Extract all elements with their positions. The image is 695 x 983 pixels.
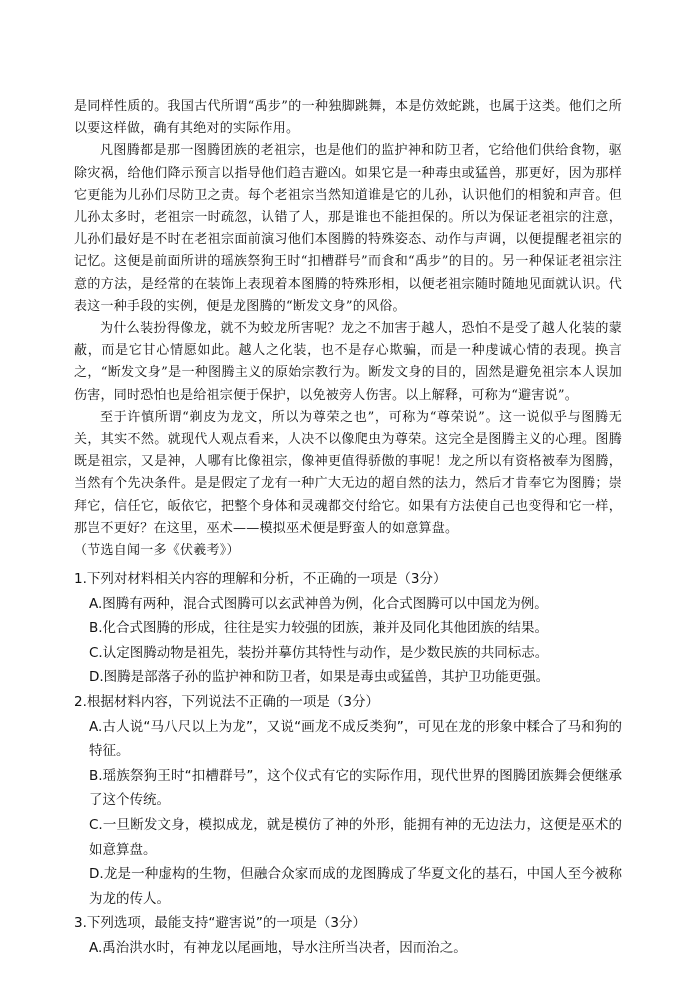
option-c: C.认定图腾动物是祖先，装扮并摹仿其特性与动作，是少数民族的共同标志。 — [89, 644, 549, 661]
option-c: C.一旦断发文身，模拟成龙，就是模仿了神的外形，能拥有神的无边法力，这便是巫术的如意算盘。 — [89, 816, 622, 858]
passage-source: （节选自闻一多《伏羲考》） — [74, 543, 240, 559]
question-section — [74, 567, 622, 961]
option-b: B.化合式图腾的形成，往往是实力较强的团族，兼并及同化其他团族的结果。 — [89, 620, 549, 637]
question-title: 3.下列选项，最能支持“避害说”的一项是（3分） — [74, 915, 366, 932]
option-a: A.古人说“马八尺以上为龙”，又说“画龙不成反类狗”，可见在龙的形象中糅合了马和狗的特征。 — [89, 718, 622, 760]
option-d: D.图腾是部落子孙的监护神和防卫者，如果是毒虫或猛兽，其护卫功能更强。 — [89, 669, 550, 686]
option-b: B.瑶族祭狗王时“扣槽群号”，这个仪式有它的实际作用，现代世界的图腾团族舞会便继承了这个传统。 — [89, 767, 622, 809]
passage-paragraph-2: 凡图腾都是那一图腾团族的老祖宗，也是他们的监护神和防卫者，它给他们供给食物，驱除灾祸，给他们降示预言以指导他们趋吉避凶。如果它是一种毒虫或猛兽，那更好，因为那样它更能为儿孙们尽防卫之责。每个老祖宗当然知道谁是它的儿孙，认识他们的相貌和声音。但儿孙太多时，老祖宗一时疏忽，认错了人，那是谁也不能担保的。所以为保证老祖宗的注意，儿孙们最好是不时在老祖宗面前演习他们本图腾的特殊姿态、动作与声调，以便提醒老祖宗的记忆。这便是前面所讲的瑶族祭狗王时“扣槽群号”而食和“禹步”的目的。另一种保证老祖宗注意的方法，是经常的在装饰上表现着本图腾的特殊形相，以便老祖宗随时随地见面就认识。代表这一种手段的实例，便是龙图腾的“断发文身”的风俗。 — [74, 143, 622, 314]
reading-passage — [74, 96, 622, 562]
question-1 — [74, 567, 622, 690]
option-d: D.龙是一种虚构的生物，但融合众家而成的龙图腾成了华夏文化的基石，中国人至今被称为龙的传人。 — [89, 866, 622, 907]
question-3 — [74, 911, 622, 960]
passage-paragraph-4: 至于许慎所谓“剃皮为龙文，所以为尊荣之也”，可称为“尊荣说”。这一说似乎与图腾无关，其实不然。就现代人观点看来，人决不以像爬虫为尊荣。这完全是图腾主义的心理。图腾既是祖宗，又是神，人哪有比像祖宗，像神更值得骄傲的事呢！龙之所以有资格被奉为图腾，当然有个先决条件。是是假定了龙有一种广大无边的超自然的法力，然后才肯奉它为图腾；崇拜它，信任它，皈依它，把整个身体和灵魂都交付给它。如果有方法使自己也变得和它一样，那岂不更好？在这里，巫术——模拟巫术便是野蛮人的如意算盘。 — [74, 409, 622, 536]
passage-paragraph-1: 是同样性质的。我国古代所谓“禹步”的一种独脚跳舞，本是仿效蛇跳，也属于这类。他们之所以要这样做，确有其绝对的实际作用。 — [74, 99, 622, 137]
question-title: 1.下列对材料相关内容的理解和分析，不正确的一项是（3分） — [74, 571, 447, 587]
option-a: A.图腾有两种，混合式图腾可以玄武神兽为例，化合式图腾可以中国龙为例。 — [89, 595, 548, 612]
question-2 — [74, 690, 622, 911]
option-a: A.禹治洪水时，有神龙以尾画地，导水注所当决者，因而治之。 — [89, 939, 467, 956]
passage-paragraph-3: 为什么装扮得像龙，就不为蛟龙所害呢？龙之不加害于越人，恐怕不是受了越人化装的蒙蔽，而是它甘心情愿如此。越人之化装，也不是存心欺骗，而是一种虔诚心情的表现。换言之，“断发文身”是一种图腾主义的原始宗教行为。断发文身的目的，固然是避免祖宗本人误加伤害，同时恐怕也是给祖宗便于保护，以免被旁人伤害。以上解释，可称为“避害说”。 — [74, 321, 622, 403]
question-title: 2.根据材料内容，下列说法不正确的一项是（3分） — [74, 693, 379, 710]
